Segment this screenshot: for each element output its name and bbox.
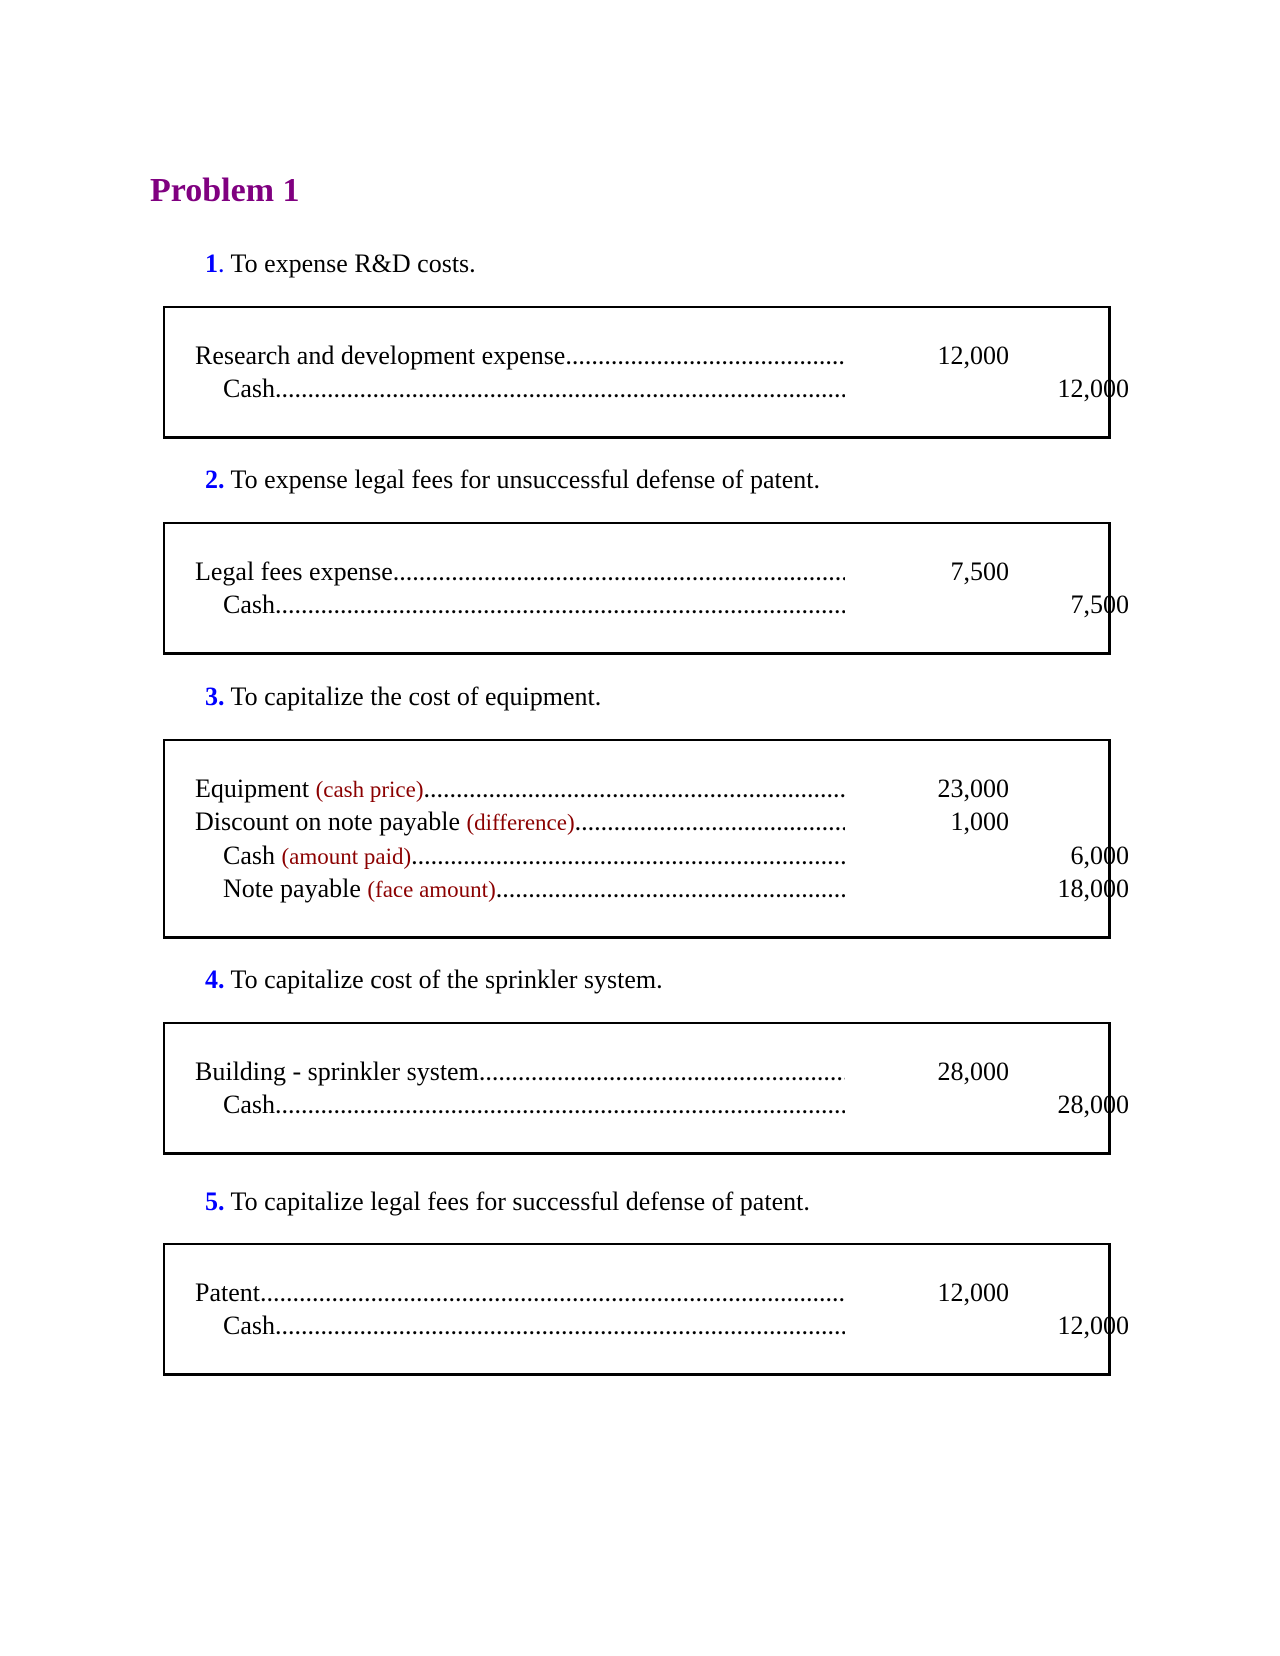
journal-entry-box-3 <box>163 739 1129 939</box>
entry-caption-text: To expense legal fees for unsuccessful defense of patent. <box>224 465 820 494</box>
journal-entry-box-4 <box>163 1022 1129 1155</box>
journal-entry-box-2 <box>163 522 1129 655</box>
entry-caption-text: To capitalize legal fees for successful defense of patent. <box>224 1187 810 1216</box>
debit-amount: 1,000 <box>950 807 1009 836</box>
credit-amount: 18,000 <box>1057 874 1129 903</box>
debit-amount: 23,000 <box>937 774 1009 803</box>
entry-caption-text: To capitalize the cost of equipment. <box>224 682 602 711</box>
entry-number-punct: . <box>218 249 225 278</box>
entry-caption-text: To expense R&D costs. <box>224 249 476 278</box>
account-name: Discount on note payable (difference) ..... <box>195 805 845 838</box>
entry-caption-4 <box>205 967 663 993</box>
journal-entry-box-1 <box>163 306 1129 439</box>
credit-amount: 7,500 <box>1070 590 1129 619</box>
entry-number: 4. <box>205 965 225 994</box>
entry-caption-2 <box>205 467 820 493</box>
entry-number: 2. <box>205 465 225 494</box>
account-name: Equipment (cash price) ..... <box>195 772 845 805</box>
account-name: Research and development expense ..... <box>195 339 845 372</box>
account-name: Patent ..... <box>195 1276 845 1309</box>
account-name: Cash ..... <box>223 1088 845 1121</box>
debit-amount: 7,500 <box>950 557 1009 586</box>
credit-amount: 12,000 <box>1057 1311 1129 1340</box>
entry-caption-3 <box>205 684 601 710</box>
account-name: Cash ..... <box>223 588 845 621</box>
debit-amount: 12,000 <box>937 341 1009 370</box>
entry-caption-1 <box>205 251 476 277</box>
account-name: Cash ..... <box>223 372 845 405</box>
page-title: Problem 1 <box>150 172 300 209</box>
debit-amount: 28,000 <box>937 1057 1009 1086</box>
credit-amount: 12,000 <box>1057 374 1129 403</box>
credit-amount: 6,000 <box>1070 841 1129 870</box>
account-name: Building - sprinkler system ..... <box>195 1055 845 1088</box>
entry-caption-text: To capitalize cost of the sprinkler system. <box>224 965 663 994</box>
entry-caption-5 <box>205 1189 810 1215</box>
account-name: Note payable (face amount) ..... <box>223 872 845 905</box>
credit-amount: 28,000 <box>1057 1090 1129 1119</box>
entry-number: 5. <box>205 1187 225 1216</box>
journal-entry-box-5 <box>163 1243 1129 1376</box>
entry-number: 3. <box>205 682 225 711</box>
account-name: Cash (amount paid) ..... <box>223 839 845 872</box>
entry-number: 1 <box>205 249 218 278</box>
debit-amount: 12,000 <box>937 1278 1009 1307</box>
account-name: Cash ..... <box>223 1309 845 1342</box>
account-name: Legal fees expense ..... <box>195 555 845 588</box>
